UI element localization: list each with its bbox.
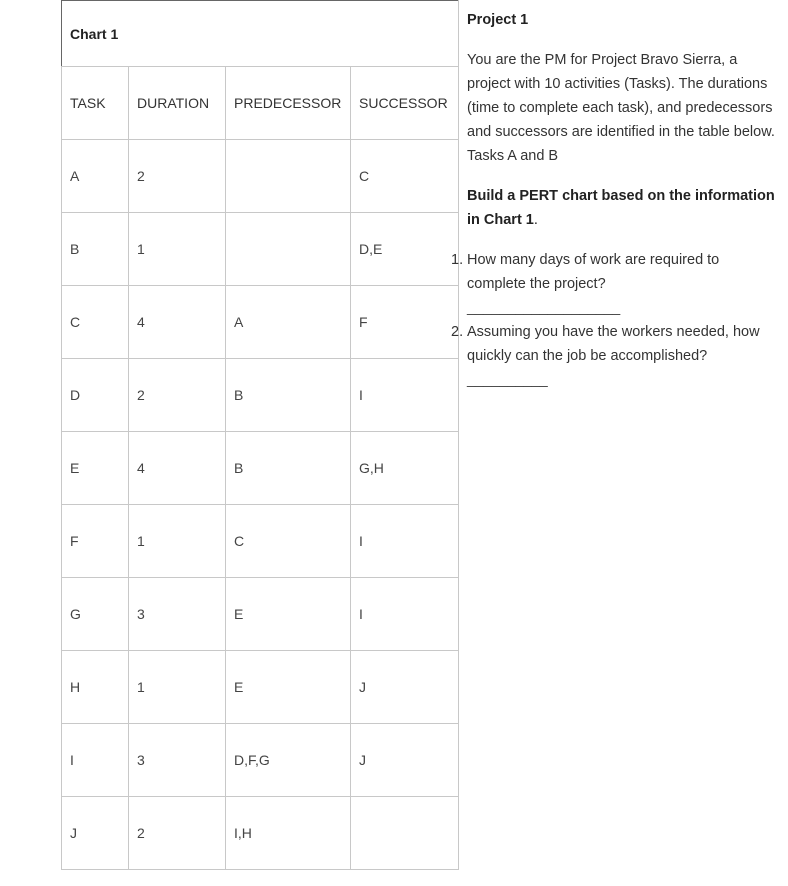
build-instruction-bold: Build a PERT chart based on the information in Chart 1	[467, 188, 775, 228]
table-row	[62, 432, 459, 505]
question-1-number: 1.	[451, 252, 464, 268]
cell-duration: 2	[129, 359, 226, 432]
cell-task: A	[62, 140, 129, 213]
cell-successor: I	[351, 505, 459, 578]
cell-predecessor: D,F,G	[226, 724, 351, 797]
cell-predecessor: E	[226, 651, 351, 724]
cell-predecessor: A	[226, 286, 351, 359]
cell-successor: G,H	[351, 432, 459, 505]
cell-successor: C	[351, 140, 459, 213]
header-duration: DURATION	[129, 67, 226, 140]
question-1-answer-blank[interactable]: ___________________	[467, 300, 621, 316]
cell-task: J	[62, 797, 129, 870]
question-1	[451, 248, 779, 320]
project-intro: You are the PM for Project Bravo Sierra, a project with 10 activities (Tasks). The durations (time to complete each task), and predecessors and successors are identified in the table below. Tasks A and B	[467, 52, 775, 164]
cell-successor: J	[351, 724, 459, 797]
table-title-row	[62, 1, 459, 67]
cell-duration: 3	[129, 724, 226, 797]
cell-duration: 4	[129, 432, 226, 505]
table-title-cell	[62, 1, 459, 67]
table-row	[62, 651, 459, 724]
table-row	[62, 505, 459, 578]
question-list	[451, 248, 779, 392]
project-panel	[451, 8, 779, 392]
header-successor: SUCCESSOR	[351, 67, 459, 140]
table-title: Chart 1	[70, 25, 119, 42]
cell-task: F	[62, 505, 129, 578]
table-row	[62, 724, 459, 797]
cell-predecessor: B	[226, 432, 351, 505]
cell-task: C	[62, 286, 129, 359]
build-instruction-tail: .	[533, 212, 538, 228]
cell-successor: F	[351, 286, 459, 359]
cell-task: E	[62, 432, 129, 505]
cell-duration: 2	[129, 140, 226, 213]
table-row	[62, 213, 459, 286]
cell-predecessor: I,H	[226, 797, 351, 870]
table-row	[62, 286, 459, 359]
cell-duration: 4	[129, 286, 226, 359]
cell-predecessor	[226, 213, 351, 286]
question-2-number: 2.	[451, 324, 464, 340]
table-row	[62, 578, 459, 651]
chart-1-table	[61, 0, 459, 870]
cell-duration: 3	[129, 578, 226, 651]
cell-duration: 1	[129, 213, 226, 286]
table-header-row	[62, 67, 459, 140]
cell-successor	[351, 797, 459, 870]
header-task: TASK	[62, 67, 129, 140]
question-2-text: Assuming you have the workers needed, how quickly can the job be accomplished?	[467, 324, 760, 364]
cell-predecessor: C	[226, 505, 351, 578]
cell-task: I	[62, 724, 129, 797]
project-title: Project 1	[467, 12, 529, 28]
table-row	[62, 140, 459, 213]
question-1-text: How many days of work are required to complete the project?	[467, 252, 720, 292]
question-2	[451, 320, 779, 392]
cell-duration: 2	[129, 797, 226, 870]
table-row	[62, 797, 459, 870]
cell-predecessor	[226, 140, 351, 213]
cell-task: B	[62, 213, 129, 286]
cell-task: H	[62, 651, 129, 724]
cell-predecessor: B	[226, 359, 351, 432]
cell-successor: D,E	[351, 213, 459, 286]
header-predecessor: PREDECESSOR	[226, 67, 351, 140]
cell-predecessor: E	[226, 578, 351, 651]
build-instruction	[467, 184, 779, 232]
cell-duration: 1	[129, 651, 226, 724]
cell-task: G	[62, 578, 129, 651]
cell-successor: I	[351, 359, 459, 432]
cell-successor: J	[351, 651, 459, 724]
cell-successor: I	[351, 578, 459, 651]
question-2-answer-blank[interactable]: __________	[467, 372, 548, 388]
cell-duration: 1	[129, 505, 226, 578]
table-row	[62, 359, 459, 432]
cell-task: D	[62, 359, 129, 432]
